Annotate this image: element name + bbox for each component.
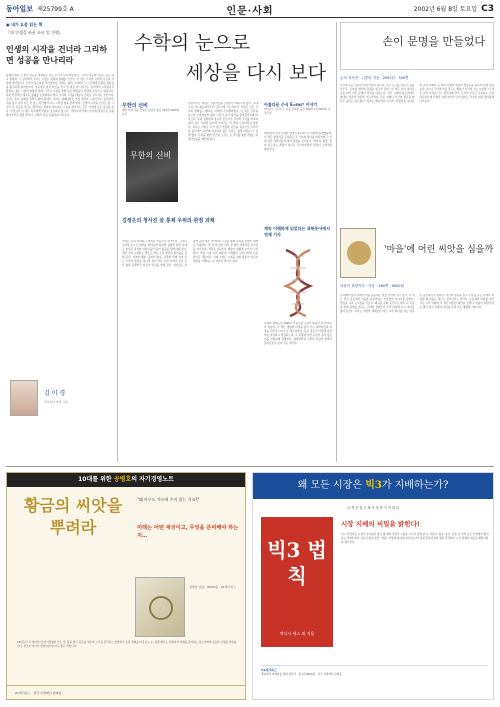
ad-banner-highlight: 공병호 [113,476,132,483]
right-headline: 손이 문명을 만들었다 [382,35,485,48]
cover-emblem-icon [347,241,371,265]
ad-banner-text: 왜 모든 시장은 [297,480,362,491]
book-review-3-body: 수학은 흔히 딱딱하고 어려운 학문으로 여겨진다. 그러나 수학의 눈으로 세상을 바라보면 일상의 평범한 현상 속에도 놀라운 질서와 아름다움이 숨어 있음을 발견하게 된다. 이번 주에 소개하는 책들은 바로 그런 발견의 즐거움을 전해 준다. 자연의 패턴, 음악의 화음, 건축의 비례 속에 깃든 수학적 원리를 하나씩 짚어 가다 보면 수학이 결코 우리 삶과 동떨어진 학문이 아님을 알게 된다. 저자들은 복잡한 증명 대신 이야기와 그림을 통해 독자를 수학의 세계로 안내한다. 한 권 한 권이 마치 잘 짜인 퍼즐처럼 호기심을 자극하며, 책장을 넘길수록 세상이 새롭게 보이기 시작한다. 학창 시절 수학 때문에 고생했던 사람이라면 더욱 반가운 책들이다. 이제 수학은 시험을 위한 과목이 아니라 세상을 이해하는 또 하나의 언어가 된다. [122,240,258,268]
ad-separator [6,466,494,467]
author-role: 한국외국어대 교수 [44,400,69,404]
ad-subtitle: 고 객 은 결 국 세 가 지 만 기 억 한 다 [346,506,400,510]
ad-banner [253,473,493,499]
ad-publisher: 21세기북스 [261,668,277,672]
advertisement-book-golden-seed [6,472,246,700]
ad-title: 황금의 씨앗을 뿌려라 [23,496,123,537]
right-column [340,22,494,462]
ad-book-cover-title: 빅3 법칙 [267,538,327,588]
masthead-right [414,4,494,14]
headline-line-1: 수학의 눈으로 [134,32,251,54]
section-title: 인문·사회 [226,6,274,17]
column-label [6,22,114,28]
paper-name: 동아일보 [6,4,34,13]
ad-banner-highlight: 빅3 [365,480,382,491]
ad-book-caption: 공병호 지음 · 8500원 · 21세기북스 [189,585,237,589]
book-review-4-headline: 계속 이해하게 되었다는 과학동아에서 연재 기사 [264,226,331,237]
ad-body: 어느 산업이든 시장이 성숙하면 결국 세 개의 기업이 시장을 나누어 갖게 된다. 자동차, 항공, 통신, 유통 등 거의 모든 산업에서 확인되는 빅3의 법칙. 1등이 되지 못한 기업은 어떻게 살아남아야 하는가? 틈새 전문기업의 생존 전략까지 시장 경쟁의 새로운 패러다임을 제시한다. [341,533,489,544]
book-subtitle: 『네 인생을 바꿀 소년 일 진행』 [6,30,63,35]
ad-banner [7,473,245,487]
ad-headline: 시장 지배의 비밀을 밝힌다! [341,520,420,528]
book-meta: 손의 자서전 · 니콜라 지음 · 2002년 · 340쪽 [340,76,409,80]
column-label-mark: ▣ [6,22,10,27]
column-divider [336,22,337,462]
ad-quote: "왜 아무도 가르쳐 주지 않는 거죠?" [137,497,200,502]
headline-line-2: 세상을 다시 보다 [185,62,326,84]
right-review-1-body: 인간의 손은 단순한 신체 기관이 아니다. 손은 도구를 만들고, 불을 다루고, 글자를 새기며 문명을 일구어 왔다. 이 책은 손이 걸어온 길을 따라 인류 문명의 역사를 되짚는다. 석기 시대의 돌도끼에서 현대의 컴퓨터 자판에 이르기까지, 손은 언제나 인간의 생각을 현실로 옮기는 통로였다. 저자는 해부학과 고고학, 인류학을 넘나들며 손의 진화가 곧 뇌의 진화와 맞물려 있었음을 설득력 있게 보여 준다. 손으로 무엇인가를 만드는 행위가 사라져 가는 오늘날, 이 책은 손의 가치를 다시 생각하게 한다. 우리가 무심코 사용하는 손끝 하나하나에 수백만 년의 역사가 담겨 있다는 사실이 새삼 경이롭게 다가온다. [340,84,494,104]
column-divider [117,22,118,462]
column-body: 평생에 걸쳐 단 한번 성공을 경험하는 것은 우리 모두의 바람이다. 그러나 성공에 이르는 길은 멀고 험하며, 그 길목에서 우리는 수많은 좌절과 실패를 만난다. 이 책은 그러한 시련의 순간을 어떻게 받아들이고 건너야 하는지를 이야기한다. 저자는 삶의 고비마다 스스로에게 던졌던 질문들을 솔직하게 털어놓으며, 성공이란 결국 자신을 믿고 한 걸음 더 나아가는 용기에서 시작된다고 말한다. 젊은 시절의 방황과 실패, 그리고 그것을 통해 얻은 깨달음이 담담한 문장으로 펼쳐진다. 특히 인상적인 대목은 실패를 두려워하지 말고 오히려 그것을 배움의 기회로 삼으라는 조언이다. 우리는 흔히 실패를 감추고 싶어 하지만, 저자는 실패야말로 가장 정직한 스승이라고 강조한다. 책을 덮고 나면 지금 서 있는 자리에서 다시 시작할 힘을 얻게 된다. 인생의 시작을 건너는 법, 그것이 곧 성공을 만나는 법이라는 저자의 메시지는 오늘을 살아가는 모든 이에게 깊은 울림을 준다. 무엇보다 이 책은 독자에게 정답을 강요하지 않는다. 각자의 자리에서 각자의 방식으로 길을 찾아가라고 권할 뿐이다. 그래서 더욱 진솔하게 다가온다. [6,74,114,118]
ad-footer-text: 경영자와 마케터를 위한 필독서 · 값 1만3000원 · 전국 서점에서 판매중 [261,673,342,676]
page-number: C3 [481,4,494,14]
column-headline: 인생의 시작을 건너라 그리하면 성공을 만나리라 [6,44,108,65]
left-column [6,22,114,462]
book-cover-image [126,132,178,202]
cover-seed-icon [149,596,173,620]
ad-book-cover-author: 잭디시 세스 외 지음 [279,631,315,636]
ad-footer [261,665,487,693]
masthead [6,2,494,18]
book-review-3-headline: 김정은의 청사진 살 통제 우위의 관점 과제 [122,218,215,224]
book-meta: 데이비드 보더니스 지음 김희봉 옮김 360쪽 1만2000원 웅진닷컴 [264,107,331,115]
ad-book-cover [135,577,185,637]
ad-banner-tail: 의 자기경영노트 [131,476,174,483]
main-headline [122,28,332,88]
book-cover-image [340,228,376,278]
ad-footer: 21세기북스 · 전국 서점에서 판매중 [7,685,245,699]
book-title: 무한의 신비 [122,103,148,109]
column-label-text: 내가 요즘 읽는 책 [11,22,43,27]
book-review-2 [264,102,332,116]
dna-helix-illustration [268,248,328,318]
issue-date: 2002년 6월 8일 토요일 [413,6,478,13]
advertisement-book-big3 [252,472,494,700]
book-meta: 애머 악젤 지음 신현용 승영조 옮김 320쪽 9000원 승산 [122,109,180,116]
ad-body: 10대들이 꼭 알아야 할 자기경영의 모든 것. 꿈을 찾고 목표를 세우며 시간을 관리하는 방법부터 돈과 경제를 바라보는 눈, 평생 배우는 자세까지 미래를 준비하는 청소년에게 필요한 지혜를 담았습니다. 부모와 자녀가 함께 읽으면 더욱 좋은 책입니다. [17,641,237,648]
ad-banner-text: 10대를 위한 [78,476,112,483]
book-cover-title: 무한의 신비 [130,151,172,160]
ad-book-cover [261,517,333,647]
book-title: 아름다운 수식 E=mc² 이야기 [264,102,318,107]
ad-banner-tail: 가 지배하는가? [381,480,449,491]
ad-tagline: 미래는 어떤 세상이고, 무엇을 준비해야 하는지… [137,525,239,539]
right-headline-box [340,22,494,70]
book-review-2-body: 세상에서 가장 유명한 방정식 E=mc²은 어떻게 탄생했을까. 이 책은 방정식을 구성하는 각 기호의 역사를 따라가며 그 안에 담긴 과학자들의 땀과 열정을 보여준다. 에너지, 질량, 빛의 속도라는 개념이 하나로 모이기까지의 과정이 소설처럼 펼쳐진다. [264,132,332,152]
issue-number: 제25799호 A [37,6,74,13]
book-meta: 마을이 희망이다 · 지음 · 280쪽 · 9000원 [340,284,404,288]
book-review-1 [122,102,182,212]
author-photo [10,380,38,416]
book-review-4-body: 인체의 설계도인 DNA의 이중나선 구조가 밝혀진 지 반세기가 지났다. 이 책은 생명의 비밀을 풀어 가는 과학자들의 여정을 수학적 시선으로 재구성한다. 유전 정보가 어떻게 암호처럼 저장되고 전달되는지, 그 과정에 어떤 규칙이 숨어 있는지를 친절하게 설명한다. 생명과학과 수학의 만남이 얼마나 흥미로운지 보여 주는 책이다. [264,322,332,346]
main-feature [122,22,332,462]
book-review-1-body: 무한이라는 개념은 수학자들을 오랫동안 매혹시켜 왔다. 고대 그리스의 제논에서부터 칸토어에 이르기까지, 무한은 인간 사고의 한계를 시험하는 거대한 수수께끼였다. 이 책은 무한을 탐구한 수학자들의 삶과 그들이 남긴 업적을 흥미진진하게 따라간다. 특히 집합론의 창시자 칸토어가 무한의 크기를 비교하려다 겪은 고뇌와 광기의 이야기는 한 편의 드라마처럼 읽힌다. 저자는 어려운 수식 대신 인물과 사건을 중심으로 이야기를 풀어내어 수학에 익숙하지 않은 독자도 쉽게 따라갈 수 있게 했다. 무한을 향한 인간의 도전은 곧 진리를 향한 끝없는 여정이었음을 깨닫게 된다. [188,102,258,142]
right-subheadline: '마을'에 어린 씨앗을 심을까 [384,245,494,255]
author-name: 김 이 경 [44,390,66,397]
right-review-2-body: 도시화의 물결 속에서 마을 공동체는 점점 사라져 가고 있다. 이 책은 전국 곳곳에서 마을을 되살리려는 사람들의 이야기를 담았다. 빈집을 고쳐 도서관을 만들고, 폐교를 문화 공간으로 바꾸고, 이웃과 함께 텃밭을 일구는 소박한 실천들이 모여 마을에 다시 생기를 불어넣는다. 저자는 거창한 계획보다 작은 씨앗 하나를 심는 마음이 중요하다고 말한다. 서로의 얼굴을 알고 안부를 묻는 관계가 회복될 때 마을은 비로소 살아난다는 것이다. 공동체의 의미를 잃어 가는 우리 사회에 이 책은 따뜻한 제안을 건넨다. 마을이 희망이라는 말이 결코 과장이 아님을 보여 주는 생생한 기록이다. [340,294,494,314]
masthead-left [6,4,74,14]
